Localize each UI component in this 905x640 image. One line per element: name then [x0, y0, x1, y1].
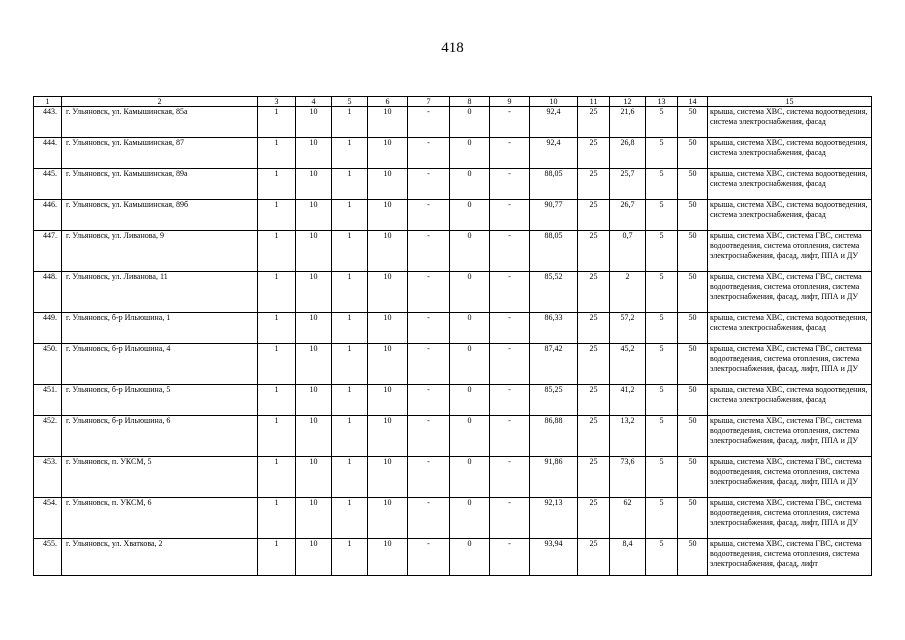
value-cell: 0	[450, 169, 490, 200]
value-cell: -	[408, 416, 450, 457]
work-types-cell: крыша, система ХВС, система ГВС, система водоотведения, система отопления, система электроснабжения, фасад, лифт, ППА и ДУ	[708, 416, 872, 457]
value-cell: -	[490, 416, 530, 457]
value-cell: 62	[610, 498, 646, 539]
row-number: 446.	[34, 200, 62, 231]
value-cell: 21,6	[610, 107, 646, 138]
column-number: 13	[646, 97, 678, 107]
value-cell: 1	[258, 272, 296, 313]
value-cell: 1	[332, 457, 368, 498]
value-cell: 10	[296, 416, 332, 457]
value-cell: -	[490, 313, 530, 344]
page-number: 418	[441, 40, 464, 56]
value-cell: 50	[678, 539, 708, 576]
value-cell: 92,4	[530, 138, 578, 169]
value-cell: 26,7	[610, 200, 646, 231]
column-number: 7	[408, 97, 450, 107]
value-cell: 1	[332, 344, 368, 385]
address-cell: г. Ульяновск, ул. Камышинская, 89а	[62, 169, 258, 200]
value-cell: 10	[296, 313, 332, 344]
value-cell: 92,13	[530, 498, 578, 539]
value-cell: 10	[296, 539, 332, 576]
column-number: 3	[258, 97, 296, 107]
value-cell: 91,86	[530, 457, 578, 498]
value-cell: 25	[578, 344, 610, 385]
value-cell: 1	[258, 416, 296, 457]
value-cell: -	[490, 138, 530, 169]
value-cell: 13,2	[610, 416, 646, 457]
value-cell: -	[490, 169, 530, 200]
value-cell: -	[490, 231, 530, 272]
value-cell: 1	[332, 272, 368, 313]
column-number-row	[34, 97, 872, 107]
table-row	[34, 107, 872, 138]
value-cell: 1	[332, 138, 368, 169]
value-cell: 0	[450, 457, 490, 498]
value-cell: 50	[678, 272, 708, 313]
value-cell: 50	[678, 416, 708, 457]
value-cell: 0	[450, 200, 490, 231]
table-row	[34, 200, 872, 231]
value-cell: 50	[678, 498, 708, 539]
value-cell: 1	[332, 416, 368, 457]
value-cell: 50	[678, 169, 708, 200]
value-cell: 1	[332, 385, 368, 416]
value-cell: -	[408, 200, 450, 231]
value-cell: 57,2	[610, 313, 646, 344]
value-cell: -	[408, 385, 450, 416]
table-row	[34, 416, 872, 457]
work-types-cell: крыша, система ХВС, система водоотведения, система электроснабжения, фасад	[708, 107, 872, 138]
value-cell: 5	[646, 200, 678, 231]
value-cell: -	[408, 231, 450, 272]
value-cell: 25	[578, 498, 610, 539]
value-cell: 90,77	[530, 200, 578, 231]
value-cell: 5	[646, 539, 678, 576]
value-cell: 10	[296, 169, 332, 200]
value-cell: -	[408, 138, 450, 169]
value-cell: 10	[296, 498, 332, 539]
value-cell: 0	[450, 498, 490, 539]
table-row	[34, 498, 872, 539]
column-number: 9	[490, 97, 530, 107]
row-number: 451.	[34, 385, 62, 416]
table-row	[34, 344, 872, 385]
value-cell: 10	[296, 272, 332, 313]
work-types-cell: крыша, система ХВС, система водоотведения, система электроснабжения, фасад	[708, 169, 872, 200]
value-cell: 10	[368, 313, 408, 344]
value-cell: 0	[450, 272, 490, 313]
column-number: 8	[450, 97, 490, 107]
value-cell: 50	[678, 313, 708, 344]
value-cell: 25	[578, 539, 610, 576]
column-number: 6	[368, 97, 408, 107]
address-cell: г. Ульяновск, ул. Камышинская, 89б	[62, 200, 258, 231]
value-cell: 25	[578, 200, 610, 231]
table-row	[34, 138, 872, 169]
value-cell: -	[490, 457, 530, 498]
value-cell: 1	[332, 498, 368, 539]
table-row	[34, 313, 872, 344]
value-cell: 45,2	[610, 344, 646, 385]
address-cell: г. Ульяновск, п. УКСМ, 6	[62, 498, 258, 539]
column-number: 2	[62, 97, 258, 107]
value-cell: 50	[678, 385, 708, 416]
value-cell: 1	[258, 200, 296, 231]
column-number: 4	[296, 97, 332, 107]
table-row	[34, 539, 872, 576]
value-cell: 1	[258, 498, 296, 539]
value-cell: 0	[450, 313, 490, 344]
value-cell: 25,7	[610, 169, 646, 200]
table-row	[34, 385, 872, 416]
value-cell: 10	[368, 457, 408, 498]
value-cell: 10	[368, 200, 408, 231]
address-cell: г. Ульяновск, ул. Камышинская, 87	[62, 138, 258, 169]
value-cell: 8,4	[610, 539, 646, 576]
value-cell: 5	[646, 231, 678, 272]
value-cell: 1	[258, 539, 296, 576]
work-types-cell: крыша, система ХВС, система ГВС, система водоотведения, система отопления, система электроснабжения, фасад, лифт, ППА и ДУ	[708, 457, 872, 498]
value-cell: 1	[332, 231, 368, 272]
column-number: 11	[578, 97, 610, 107]
value-cell: 1	[258, 313, 296, 344]
value-cell: -	[408, 457, 450, 498]
value-cell: 10	[368, 138, 408, 169]
value-cell: 86,33	[530, 313, 578, 344]
value-cell: 0	[450, 138, 490, 169]
value-cell: -	[408, 344, 450, 385]
row-number: 449.	[34, 313, 62, 344]
value-cell: 87,42	[530, 344, 578, 385]
value-cell: -	[408, 272, 450, 313]
value-cell: 25	[578, 138, 610, 169]
value-cell: -	[408, 498, 450, 539]
value-cell: 25	[578, 272, 610, 313]
value-cell: 50	[678, 138, 708, 169]
value-cell: 25	[578, 416, 610, 457]
address-cell: г. Ульяновск, ул. Хваткова, 2	[62, 539, 258, 576]
value-cell: 1	[258, 107, 296, 138]
value-cell: 5	[646, 416, 678, 457]
row-number: 452.	[34, 416, 62, 457]
address-cell: г. Ульяновск, ул. Камышинская, 85а	[62, 107, 258, 138]
value-cell: 25	[578, 457, 610, 498]
address-cell: г. Ульяновск, б-р Ильюшина, 5	[62, 385, 258, 416]
work-types-cell: крыша, система ХВС, система водоотведения, система электроснабжения, фасад	[708, 385, 872, 416]
value-cell: -	[490, 344, 530, 385]
work-types-cell: крыша, система ХВС, система водоотведения, система электроснабжения, фасад	[708, 138, 872, 169]
value-cell: 50	[678, 344, 708, 385]
value-cell: 93,94	[530, 539, 578, 576]
address-cell: г. Ульяновск, ул. Ливанова, 9	[62, 231, 258, 272]
registry-table	[33, 96, 872, 576]
value-cell: 5	[646, 313, 678, 344]
value-cell: -	[490, 272, 530, 313]
address-cell: г. Ульяновск, б-р Ильюшина, 1	[62, 313, 258, 344]
value-cell: 10	[368, 231, 408, 272]
work-types-cell: крыша, система ХВС, система ГВС, система водоотведения, система отопления, система электроснабжения, фасад, лифт, ППА и ДУ	[708, 344, 872, 385]
value-cell: 50	[678, 231, 708, 272]
column-number: 14	[678, 97, 708, 107]
value-cell: 10	[368, 107, 408, 138]
table-row	[34, 169, 872, 200]
value-cell: 10	[368, 385, 408, 416]
value-cell: 10	[296, 138, 332, 169]
value-cell: 1	[258, 385, 296, 416]
value-cell: -	[408, 539, 450, 576]
value-cell: 25	[578, 169, 610, 200]
value-cell: 5	[646, 138, 678, 169]
value-cell: 73,6	[610, 457, 646, 498]
value-cell: 50	[678, 107, 708, 138]
value-cell: 0	[450, 539, 490, 576]
value-cell: 50	[678, 457, 708, 498]
value-cell: 10	[368, 272, 408, 313]
value-cell: 10	[296, 385, 332, 416]
address-cell: г. Ульяновск, б-р Ильюшина, 6	[62, 416, 258, 457]
work-types-cell: крыша, система ХВС, система ГВС, система водоотведения, система отопления, система электроснабжения, фасад, лифт	[708, 539, 872, 576]
value-cell: 0	[450, 344, 490, 385]
value-cell: 5	[646, 169, 678, 200]
table-row	[34, 272, 872, 313]
column-number: 5	[332, 97, 368, 107]
value-cell: -	[408, 169, 450, 200]
value-cell: 0,7	[610, 231, 646, 272]
value-cell: 50	[678, 200, 708, 231]
value-cell: 5	[646, 457, 678, 498]
value-cell: 92,4	[530, 107, 578, 138]
value-cell: 10	[296, 457, 332, 498]
value-cell: 5	[646, 498, 678, 539]
value-cell: 10	[296, 107, 332, 138]
value-cell: 41,2	[610, 385, 646, 416]
column-number: 10	[530, 97, 578, 107]
value-cell: 10	[296, 200, 332, 231]
value-cell: 10	[368, 498, 408, 539]
value-cell: 5	[646, 385, 678, 416]
value-cell: 10	[368, 169, 408, 200]
value-cell: 1	[258, 457, 296, 498]
value-cell: 2	[610, 272, 646, 313]
row-number: 450.	[34, 344, 62, 385]
value-cell: 5	[646, 107, 678, 138]
value-cell: 85,25	[530, 385, 578, 416]
row-number: 454.	[34, 498, 62, 539]
value-cell: -	[490, 539, 530, 576]
value-cell: -	[408, 107, 450, 138]
value-cell: 25	[578, 385, 610, 416]
address-cell: г. Ульяновск, п. УКСМ, 5	[62, 457, 258, 498]
value-cell: 5	[646, 344, 678, 385]
value-cell: 25	[578, 313, 610, 344]
row-number: 453.	[34, 457, 62, 498]
value-cell: -	[408, 313, 450, 344]
value-cell: 10	[296, 344, 332, 385]
value-cell: 1	[258, 138, 296, 169]
value-cell: 1	[332, 169, 368, 200]
value-cell: 1	[332, 107, 368, 138]
column-number: 12	[610, 97, 646, 107]
address-cell: г. Ульяновск, ул. Ливанова, 11	[62, 272, 258, 313]
value-cell: 0	[450, 107, 490, 138]
value-cell: 10	[296, 231, 332, 272]
value-cell: 25	[578, 107, 610, 138]
value-cell: 10	[368, 416, 408, 457]
row-number: 447.	[34, 231, 62, 272]
value-cell: 85,52	[530, 272, 578, 313]
value-cell: 1	[258, 344, 296, 385]
value-cell: 1	[332, 313, 368, 344]
column-number: 1	[34, 97, 62, 107]
column-number: 15	[708, 97, 872, 107]
value-cell: 0	[450, 385, 490, 416]
value-cell: 1	[258, 169, 296, 200]
work-types-cell: крыша, система ХВС, система ГВС, система водоотведения, система отопления, система электроснабжения, фасад, лифт, ППА и ДУ	[708, 231, 872, 272]
row-number: 455.	[34, 539, 62, 576]
value-cell: 1	[332, 539, 368, 576]
row-number: 443.	[34, 107, 62, 138]
value-cell: -	[490, 385, 530, 416]
value-cell: -	[490, 498, 530, 539]
value-cell: 86,88	[530, 416, 578, 457]
row-number: 448.	[34, 272, 62, 313]
value-cell: 0	[450, 231, 490, 272]
value-cell: 25	[578, 231, 610, 272]
work-types-cell: крыша, система ХВС, система водоотведения, система электроснабжения, фасад	[708, 313, 872, 344]
value-cell: 10	[368, 344, 408, 385]
value-cell: 1	[258, 231, 296, 272]
value-cell: 26,8	[610, 138, 646, 169]
value-cell: 88,05	[530, 169, 578, 200]
table-row	[34, 231, 872, 272]
value-cell: 5	[646, 272, 678, 313]
value-cell: 1	[332, 200, 368, 231]
table-row	[34, 457, 872, 498]
work-types-cell: крыша, система ХВС, система ГВС, система водоотведения, система отопления, система электроснабжения, фасад, лифт, ППА и ДУ	[708, 498, 872, 539]
address-cell: г. Ульяновск, б-р Ильюшина, 4	[62, 344, 258, 385]
row-number: 445.	[34, 169, 62, 200]
value-cell: 88,05	[530, 231, 578, 272]
value-cell: 10	[368, 539, 408, 576]
work-types-cell: крыша, система ХВС, система ГВС, система водоотведения, система отопления, система электроснабжения, фасад, лифт, ППА и ДУ	[708, 272, 872, 313]
value-cell: -	[490, 107, 530, 138]
value-cell: 0	[450, 416, 490, 457]
work-types-cell: крыша, система ХВС, система водоотведения, система электроснабжения, фасад	[708, 200, 872, 231]
value-cell: -	[490, 200, 530, 231]
row-number: 444.	[34, 138, 62, 169]
